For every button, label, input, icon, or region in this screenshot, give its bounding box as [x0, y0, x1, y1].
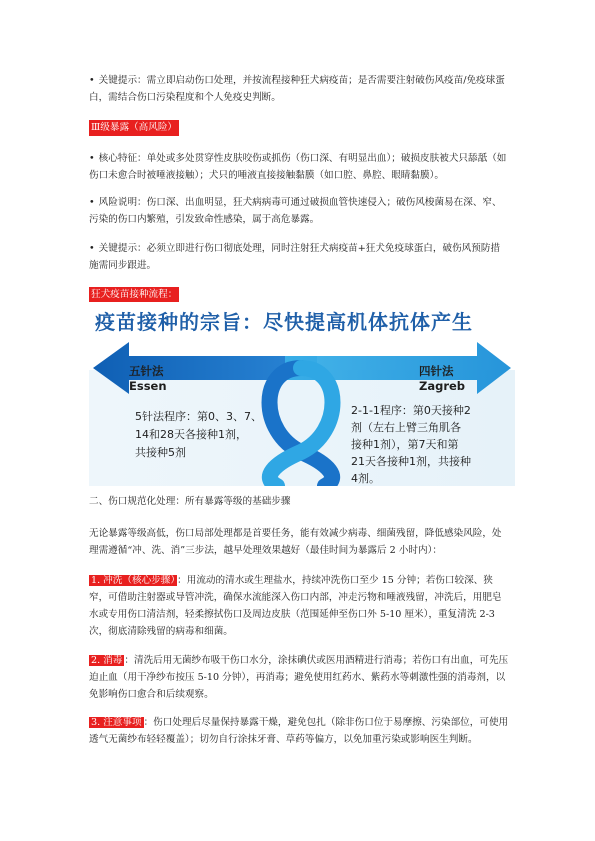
four-dose-line-5: 4剂。 [351, 472, 380, 485]
four-dose-line-1: 2-1-1程序：第0天接种2 [351, 404, 471, 417]
paragraph-text: 核心特征：单处或多处贯穿性皮肤咬伤或抓伤（伤口深、有明显出血）；破损皮肤被犬只舔舐（如伤口未愈合时被唾液接触）；犬只的唾液直接接触黏膜（如口腔、鼻腔、眼睛黏膜）。 [89, 153, 507, 181]
bullet: • [89, 153, 95, 164]
four-dose-line-2: 剂（左右上臂三角肌各 [351, 421, 461, 434]
five-dose-method-name: 五针法 [129, 364, 164, 378]
step2-label: 2. 消毒 [91, 655, 123, 666]
step1-text: ：用流动的清水或生理盐水，持续冲洗伤口至少 15 分钟；若伤口较深、狭窄，可借助注射器或导管冲洗，确保水流能深入伤口内部，冲走污物和唾液残留，冲洗后，用肥皂水或专用伤口清洁剂，轻柔擦拭伤口及周边皮肤（范围延伸至伤口外 5-10 厘米），重复清洗 2-3 次，彻底清除残留的病毒和细菌。 [89, 575, 502, 637]
step3-label: 3. 注意事项 [91, 717, 142, 728]
paragraph-text: 关键提示：必须立即进行伤口彻底处理，同时注射狂犬病疫苗+狂犬免疫球蛋白，破伤风预防措施需同步跟进。 [89, 243, 501, 271]
five-dose-method-sub: Essen [129, 379, 167, 393]
level3-exposure-heading: Ⅲ级暴露（高风险） [89, 120, 179, 136]
infographic-title: 疫苗接种的宗旨：尽快提高机体抗体产生 [95, 310, 473, 334]
bullet: • [89, 75, 95, 86]
four-dose-method-name: 四针法 [419, 364, 454, 378]
paragraph-text: 关键提示：需立即启动伤口处理，并按流程接种狂犬病疫苗；是否需要注射破伤风疫苗/免疫球蛋白，需结合伤口污染程度和个人免疫史判断。 [89, 75, 505, 103]
four-dose-line-3: 接种1剂），第7天和第 [351, 438, 459, 451]
step3-notes-paragraph [89, 714, 509, 748]
core-features-paragraph [89, 150, 509, 184]
bullet: • [89, 243, 95, 254]
four-dose-line-4: 21天各接种1剂，共接种 [351, 455, 471, 468]
vaccination-infographic [89, 302, 515, 486]
five-dose-line-1: 5针法程序：第0、3、7、 [135, 410, 262, 423]
five-dose-line-2: 14和28天各接种1剂， [135, 428, 247, 441]
step1-label: 1. 冲洗（核心步骤） [91, 575, 176, 586]
wound-handling-intro: 无论暴露等级高低，伤口局部处理都是首要任务，能有效减少病毒、细菌残留，降低感染风险，处理需遵循“冲、洗、消”三步法，越早处理效果越好（最佳时间为暴露后 2 小时内）： [89, 528, 502, 556]
key-tip-paragraph-2 [89, 240, 509, 274]
five-dose-line-3: 共接种5剂 [135, 446, 186, 459]
step2-disinfect-paragraph [89, 652, 509, 703]
vaccination-process-heading: 狂犬疫苗接种流程： [89, 287, 179, 303]
four-dose-method-sub: Zagreb [419, 379, 466, 393]
risk-description-paragraph [89, 194, 509, 228]
paragraph-text: 风险说明：伤口深、出血明显，狂犬病病毒可通过破损血管快速侵入；破伤风梭菌易在深、窄、污染的伤口内繁殖，引发致命性感染，属于高危暴露。 [89, 197, 502, 225]
step2-text: ：清洗后用无菌纱布吸干伤口水分，涂抹碘伏或医用酒精进行消毒；若伤口有出血，可先压迫止血（用干净纱布按压 5-10 分钟），再消毒；避免使用红药水、紫药水等刺激性强的消毒剂，以免影响伤口愈合和后续观察。 [89, 655, 509, 700]
section2-title: 二、伤口规范化处理：所有暴露等级的基础步骤 [89, 496, 291, 507]
step3-text: ：伤口处理后尽量保持暴露干燥，避免包扎（除非伤口位于易摩擦、污染部位，可使用透气无菌纱布轻轻覆盖）；切勿自行涂抹牙膏、草药等偏方，以免加重污染或影响医生判断。 [89, 717, 509, 745]
bullet: • [89, 197, 95, 208]
step1-flush-paragraph [89, 572, 509, 640]
key-tip-paragraph-1 [89, 72, 509, 106]
